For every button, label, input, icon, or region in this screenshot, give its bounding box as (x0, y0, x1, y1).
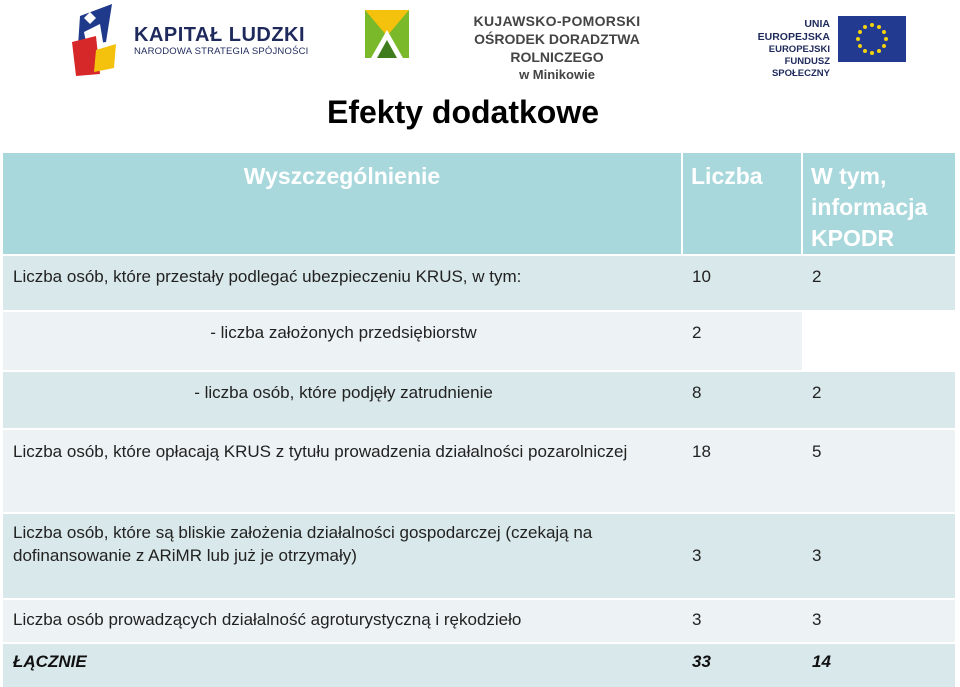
total-kpodr: 14 (802, 643, 955, 687)
row-description: - liczba osób, które podjęły zatrudnienie (3, 371, 682, 429)
kpodr-line-1: KUJAWSKO-POMORSKI (473, 13, 641, 29)
total-count: 33 (682, 643, 802, 687)
ue-line-2: EUROPEJSKI (768, 44, 830, 55)
row-count: 8 (682, 371, 802, 429)
row-count: 3 (682, 513, 802, 599)
row-kpodr: 3 (802, 513, 955, 599)
row-kpodr (802, 311, 955, 371)
kpodr-emblem-icon (365, 10, 413, 62)
header-kpodr: W tym, informacja KPODR (802, 153, 955, 255)
ue-line-1: UNIA EUROPEJSKA (757, 18, 830, 43)
row-description: Liczba osób, które opłacają KRUS z tytułu prowadzenia działalności pozarolniczej (3, 429, 682, 513)
row-kpodr: 5 (802, 429, 955, 513)
header-count: Liczba (682, 153, 802, 255)
row-count: 18 (682, 429, 802, 513)
effects-table (3, 153, 955, 687)
row-kpodr: 2 (802, 255, 955, 311)
row-description: Liczba osób prowadzących działalność agroturystyczną i rękodzieło (3, 599, 682, 643)
row-kpodr: 2 (802, 371, 955, 429)
kpodr-line-2: OŚRODEK DORADZTWA ROLNICZEGO (474, 31, 640, 65)
kapital-ludzki-title: KAPITAŁ LUDZKI (134, 24, 306, 46)
row-description: Liczba osób, które przestały podlegać ubezpieczeniu KRUS, w tym: (3, 255, 682, 311)
kpodr-line-3: w Minikowie (519, 67, 595, 82)
kapital-ludzki-emblem-icon (70, 2, 130, 78)
row-count: 3 (682, 599, 802, 643)
table-row (3, 311, 955, 371)
table-row (3, 513, 955, 599)
total-label: ŁĄCZNIE (3, 643, 682, 687)
page-title: Efekty dodatkowe (326, 94, 600, 130)
row-kpodr: 3 (802, 599, 955, 643)
kapital-ludzki-logo (70, 2, 310, 78)
header-description: Wyszczególnienie (3, 153, 682, 255)
row-description: - liczba założonych przedsiębiorstw (3, 311, 682, 371)
table-row (3, 371, 955, 429)
ue-line-3: FUNDUSZ SPOŁECZNY (771, 56, 830, 79)
table-total-row (3, 643, 955, 687)
row-count: 10 (682, 255, 802, 311)
kpodr-logo (365, 10, 695, 82)
logo-bar (0, 0, 960, 80)
row-description: Liczba osób, które są bliskie założenia działalności gospodarczej (czekają na dofinansowanie z ARiMR lub już je otrzymały) (3, 513, 682, 599)
table-row (3, 255, 955, 311)
eu-flag-icon (838, 16, 906, 62)
eu-logo (735, 12, 915, 79)
table-header-row (3, 153, 955, 255)
kapital-ludzki-subtitle: NARODOWA STRATEGIA SPÓJNOŚCI (134, 46, 309, 57)
table-row (3, 599, 955, 643)
table-row (3, 429, 955, 513)
row-count: 2 (682, 311, 802, 371)
